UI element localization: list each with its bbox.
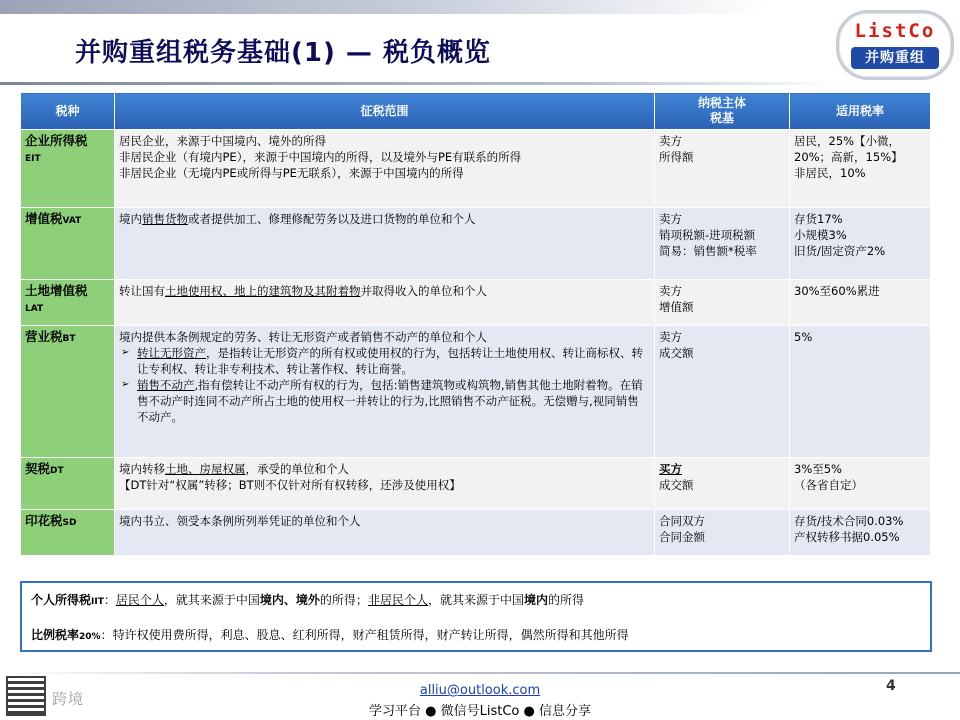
- tax-table: [20, 92, 931, 556]
- scope-bullets: [119, 345, 650, 425]
- scope-vat: 境内销售货物或者提供加工、修理修配劳务以及进口货物的单位和个人: [115, 208, 655, 280]
- tax-name-bt: 营业税BT: [21, 326, 115, 458]
- subject-dt: 买方 成交额: [655, 458, 790, 510]
- table-row: [21, 130, 931, 208]
- tax-name-sd: 印花税SD: [21, 510, 115, 556]
- rate-sd: 存货/技术合同0.03% 产权转移书据0.05%: [790, 510, 931, 556]
- individual-income-tax-box: [20, 581, 932, 652]
- pit-rate-line: 比例税率20%：特许权使用费所得，利息、股息、红利所得，财产租赁所得，财产转让所得，偶然所得和其他所得: [31, 628, 629, 642]
- rate-vat: 存货17% 小规模3% 旧货/固定资产2%: [790, 208, 931, 280]
- scope-dt: 境内转移土地、房屋权属，承受的单位和个人 【DT针对“权属”转移；BT则不仅针对所有权转移，还涉及使用权】: [115, 458, 655, 510]
- table-row: [21, 458, 931, 510]
- table-row: [21, 280, 931, 326]
- list-item: ➢ 销售不动产,指有偿转让不动产所有权的行为，包括:销售建筑物或构筑物,销售其他土地附着物。在销售不动产时连同不动产所占土地的使用权一并转让的行为,比照销售不动产征税。无偿赠与,视同销售不动产。: [121, 378, 643, 424]
- rate-dt: 3%至5% （各省自定）: [790, 458, 931, 510]
- scope-line: 非居民企业（无境内PE或所得与PE无联系），来源于中国境内的所得: [119, 166, 464, 180]
- logo-text-bottom: 并购重组: [851, 47, 939, 69]
- header-subject-base: 纳税主体 税基: [655, 93, 790, 130]
- page-number: 4: [886, 678, 896, 694]
- scope-eit: [115, 130, 655, 208]
- contact-email-link[interactable]: alliu@outlook.com: [419, 683, 541, 698]
- tax-name-lat: 土地增值税 LAT: [21, 280, 115, 326]
- rate-eit: 居民，25%【小微， 20%；高新，15%】 非居民，10%: [790, 130, 931, 208]
- table-row: [21, 510, 931, 556]
- footer-divider: [0, 672, 960, 674]
- arrow-bullet-icon: ➢: [121, 347, 130, 358]
- header-rate: 适用税率: [790, 93, 931, 130]
- scope-sd: 境内书立、领受本条例所列举凭证的单位和个人: [115, 510, 655, 556]
- subject-bt: 卖方 成交额: [655, 326, 790, 458]
- header-tax-type: 税种: [21, 93, 115, 130]
- tax-name-dt: 契税DT: [21, 458, 115, 510]
- table-row: [21, 208, 931, 280]
- subject-vat: 卖方 销项税额-进项税额 简易：销售额*税率: [655, 208, 790, 280]
- subject-eit: 卖方 所得额: [655, 130, 790, 208]
- scope-line: 非居民企业（有境内PE），来源于中国境内的所得，以及境外与PE有联系的所得: [119, 150, 522, 164]
- scope-lat: 转让国有土地使用权、地上的建筑物及其附着物并取得收入的单位和个人: [115, 280, 655, 326]
- page-title: 并购重组税务基础(1) — 税负概览: [75, 38, 491, 68]
- tax-name-vat: 增值税VAT: [21, 208, 115, 280]
- header-scope: 征税范围: [115, 93, 655, 130]
- table-header-row: [21, 93, 931, 130]
- tax-name-eit: 企业所得税 EIT: [21, 130, 115, 208]
- listco-logo: [836, 10, 954, 80]
- list-item: ➢ 转让无形资产，是指转让无形资产的所有权或使用权的行为，包括转让土地使用权、转让商标权、转让专利权、转让非专利技术、转让著作权、转让商誉。: [121, 346, 643, 376]
- subject-sd: 合同双方 合同金额: [655, 510, 790, 556]
- rate-lat: 30%至60%累进: [790, 280, 931, 326]
- subject-lat: 卖方 增值额: [655, 280, 790, 326]
- logo-text-top: ListCo: [854, 20, 936, 42]
- arrow-bullet-icon: ➢: [121, 379, 130, 390]
- scope-line: 居民企业，来源于中国境内、境外的所得: [119, 134, 326, 148]
- table-row: [21, 326, 931, 458]
- footer-slogan: 学习平台 ● 微信号ListCo ● 信息分享: [369, 704, 591, 719]
- pit-scope-line: 个人所得税IIT：居民个人，就其来源于中国境内、境外的所得；非居民个人，就其来源于中国境内的所得: [31, 593, 584, 607]
- header-decoration: [0, 0, 960, 14]
- rate-bt: 5%: [790, 326, 931, 458]
- watermark-text: 跨境: [52, 690, 85, 708]
- title-underline: [0, 82, 840, 85]
- scope-bt: 境内提供本条例规定的劳务、转让无形资产或者销售不动产的单位和个人 ➢ 转让无形资产，是指转让无形资产的所有权或使用权的行为，包括转让土地使用权、转让商标权、转让专利权、转让非专利技术、转让著作权、转让商誉。 ➢ 销售不动产,指有偿转让不动产所有权的行为，包括:销售建筑物或构筑物,销售其他土地附着物。在销售不动产时连同不动产所占土地的使用权一并转让的行为,比照销售不动产征税。无偿赠与,视同销售不动产。: [115, 326, 655, 458]
